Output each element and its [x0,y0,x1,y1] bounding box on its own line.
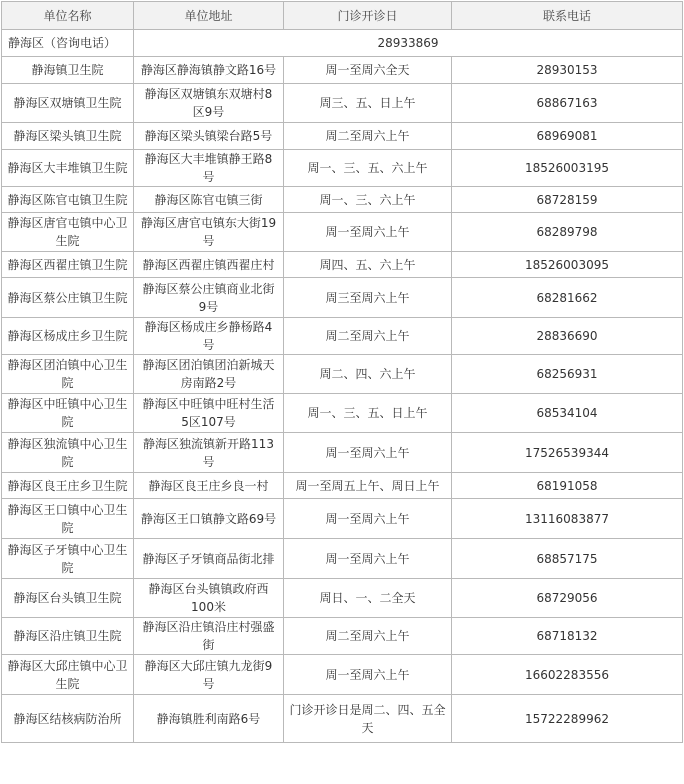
clinic-days-cell: 周二至周六上午 [284,618,452,655]
unit-address-cell: 静海区双塘镇东双塘村8区9号 [134,84,284,123]
clinic-days-cell: 周一至周六全天 [284,57,452,84]
phone-cell: 68289798 [452,213,683,252]
phone-cell: 68191058 [452,473,683,499]
unit-name-cell: 静海区陈官屯镇卫生院 [2,187,134,213]
clinic-days-cell: 周二、四、六上午 [284,355,452,394]
phone-cell: 18526003195 [452,150,683,187]
unit-name-cell: 静海镇卫生院 [2,57,134,84]
clinic-days-cell: 周一、三、六上午 [284,187,452,213]
phone-cell: 68534104 [452,394,683,433]
phone-cell: 16602283556 [452,655,683,695]
unit-address-cell: 静海区大丰堆镇静王路8号 [134,150,284,187]
hotline-name: 静海区（咨询电话） [2,30,134,57]
table-row [2,187,683,213]
table-row [2,123,683,150]
table-row [2,539,683,579]
table-row [2,394,683,433]
phone-cell: 15722289962 [452,695,683,743]
header-address: 单位地址 [134,2,284,30]
unit-address-cell: 静海区蔡公庄镇商业北街9号 [134,278,284,318]
phone-cell: 28836690 [452,318,683,355]
table-row [2,278,683,318]
table-row [2,473,683,499]
clinic-days-cell: 周一、三、五、日上午 [284,394,452,433]
phone-cell: 68281662 [452,278,683,318]
clinic-days-cell: 周一、三、五、六上午 [284,150,452,187]
unit-name-cell: 静海区大丰堆镇卫生院 [2,150,134,187]
phone-cell: 68718132 [452,618,683,655]
table-row [2,84,683,123]
table-row [2,355,683,394]
unit-address-cell: 静海区团泊镇团泊新城天房南路2号 [134,355,284,394]
table-row [2,618,683,655]
unit-address-cell: 静海区王口镇静文路69号 [134,499,284,539]
header-row [2,2,683,30]
unit-address-cell: 静海区杨成庄乡静杨路4号 [134,318,284,355]
unit-address-cell: 静海区静海镇静文路16号 [134,57,284,84]
clinic-days-cell: 周一至周五上午、周日上午 [284,473,452,499]
unit-address-cell: 静海区子牙镇商品街北排 [134,539,284,579]
header-phone: 联系电话 [452,2,683,30]
table-row [2,57,683,84]
unit-address-cell: 静海区中旺镇中旺村生活5区107号 [134,394,284,433]
clinic-days-cell: 周日、一、二全天 [284,579,452,618]
clinic-days-cell: 门诊开诊日是周二、四、五全天 [284,695,452,743]
unit-name-cell: 静海区蔡公庄镇卫生院 [2,278,134,318]
unit-name-cell: 静海区沿庄镇卫生院 [2,618,134,655]
table-row [2,655,683,695]
unit-name-cell: 静海区西翟庄镇卫生院 [2,252,134,278]
table-row [2,213,683,252]
unit-address-cell: 静海区大邱庄镇九龙街9号 [134,655,284,695]
unit-address-cell: 静海区西翟庄镇西翟庄村 [134,252,284,278]
unit-name-cell: 静海区唐官屯镇中心卫生院 [2,213,134,252]
clinic-days-cell: 周一至周六上午 [284,539,452,579]
unit-name-cell: 静海区杨成庄乡卫生院 [2,318,134,355]
unit-address-cell: 静海镇胜利南路6号 [134,695,284,743]
unit-name-cell: 静海区梁头镇卫生院 [2,123,134,150]
clinic-days-cell: 周一至周六上午 [284,433,452,473]
phone-cell: 68729056 [452,579,683,618]
clinic-days-cell: 周三至周六上午 [284,278,452,318]
unit-address-cell: 静海区沿庄镇沿庄村强盛街 [134,618,284,655]
header-name: 单位名称 [2,2,134,30]
phone-cell: 18526003095 [452,252,683,278]
table-row [2,433,683,473]
clinic-days-cell: 周四、五、六上午 [284,252,452,278]
clinic-days-cell: 周一至周六上午 [284,499,452,539]
table-row [2,150,683,187]
phone-cell: 68867163 [452,84,683,123]
phone-cell: 68857175 [452,539,683,579]
unit-address-cell: 静海区陈官屯镇三街 [134,187,284,213]
hotline-phone: 28933869 [134,30,683,57]
phone-cell: 68256931 [452,355,683,394]
phone-cell: 17526539344 [452,433,683,473]
unit-name-cell: 静海区结核病防治所 [2,695,134,743]
clinic-days-cell: 周三、五、日上午 [284,84,452,123]
unit-name-cell: 静海区中旺镇中心卫生院 [2,394,134,433]
unit-name-cell: 静海区台头镇卫生院 [2,579,134,618]
unit-name-cell: 静海区独流镇中心卫生院 [2,433,134,473]
unit-name-cell: 静海区团泊镇中心卫生院 [2,355,134,394]
table-row [2,318,683,355]
unit-address-cell: 静海区良王庄乡良一村 [134,473,284,499]
unit-address-cell: 静海区梁头镇梁台路5号 [134,123,284,150]
phone-cell: 28930153 [452,57,683,84]
unit-name-cell: 静海区良王庄乡卫生院 [2,473,134,499]
unit-name-cell: 静海区王口镇中心卫生院 [2,499,134,539]
table-row [2,579,683,618]
unit-name-cell: 静海区子牙镇中心卫生院 [2,539,134,579]
hotline-row [2,30,683,57]
unit-address-cell: 静海区台头镇镇政府西100米 [134,579,284,618]
phone-cell: 68728159 [452,187,683,213]
table-row [2,499,683,539]
unit-name-cell: 静海区双塘镇卫生院 [2,84,134,123]
clinic-days-cell: 周二至周六上午 [284,318,452,355]
unit-name-cell: 静海区大邱庄镇中心卫生院 [2,655,134,695]
unit-address-cell: 静海区唐官屯镇东大街19号 [134,213,284,252]
phone-cell: 68969081 [452,123,683,150]
clinic-days-cell: 周一至周六上午 [284,213,452,252]
table-row [2,695,683,743]
clinic-days-cell: 周一至周六上午 [284,655,452,695]
unit-address-cell: 静海区独流镇新开路113号 [134,433,284,473]
phone-cell: 13116083877 [452,499,683,539]
clinic-days-cell: 周二至周六上午 [284,123,452,150]
clinic-table [1,1,683,743]
header-days: 门诊开诊日 [284,2,452,30]
table-row [2,252,683,278]
